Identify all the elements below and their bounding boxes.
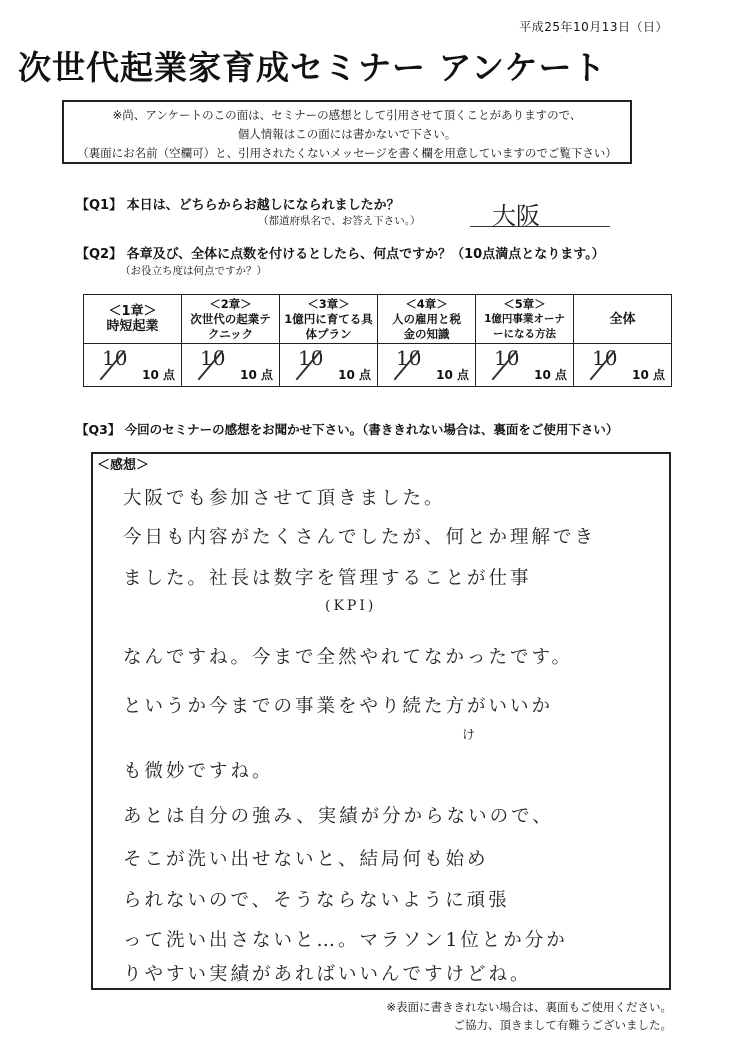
overall-header [574,295,672,344]
comment-line: りやすい実績があればいいんですけどね。 [123,964,532,985]
score-handwritten: 10 [298,346,324,370]
chapter-5-header [476,295,574,344]
notice-line: （裏面にお名前（空欄可）と、引用されたくないメッセージを書く欄を用意していますのでご覧下さい） [77,146,617,160]
score-max: 10 点 [534,368,567,382]
chapter-2-score-cell [182,344,280,387]
chapter-number: ＜5章＞ [503,296,546,311]
score-handwritten: 10 [592,346,618,370]
q2-question: 【Q2】 各章及び、全体に点数を付けるとしたら、何点ですか？（10点満点となります。） [76,247,605,262]
chapter-1-header [84,295,182,344]
chapter-number: ＜1章＞ [108,304,157,319]
score-max: 10 点 [338,368,371,382]
comment-annotation: け [462,728,479,743]
score-table-value-row [84,344,672,387]
comment-line: って洗い出さないと…。マラソン1位とか分か [123,930,568,951]
comment-box-label: ＜感想＞ [97,458,150,473]
chapter-5-score-cell [476,344,574,387]
q2-instruction: （お役立ち度は何点ですか？） [120,265,267,277]
q3-question: 【Q3】 今回のセミナーの感想をお聞かせ下さい。（書ききれない場合は、裏面をご使用下さい） [76,422,619,437]
chapter-2-header [182,295,280,344]
q1-instruction: （都道府県名で、お答え下さい。） [258,215,421,227]
comment-line: というか今までの事業をやり続た方がいいか [123,696,554,717]
chapter-title: 人の雇用と税金の知識 [392,311,461,341]
comment-line: 大阪でも参加させて頂きました。 [123,488,446,509]
score-handwritten: 10 [102,346,128,370]
comment-line: そこが洗い出せないと、結局何も始め [123,849,489,870]
chapter-3-header [280,295,378,344]
page-title: 次世代起業家育成セミナー アンケート [18,48,607,87]
footer-line: ※表面に書ききれない場合は、裏面もご使用ください。 [386,1000,672,1014]
chapter-4-header [378,295,476,344]
chapter-title: 全体 [609,311,636,327]
comment-line: 今日も内容がたくさんでしたが、何とか理解でき [123,527,597,548]
notice-line: 個人情報はこの面には書かないで下さい。 [237,127,457,141]
comment-annotation: (KPI) [325,598,377,614]
privacy-notice [62,100,632,164]
score-max: 10 点 [436,368,469,382]
score-max: 10 点 [142,368,175,382]
notice-line: ※尚、アンケートのこの面は、セミナーの感想として引用させて頂くことがありますので、 [112,108,582,122]
chapter-number: ＜4章＞ [405,296,448,311]
footer-note [386,998,672,1034]
overall-score-cell [574,344,672,387]
chapter-title: 次世代の起業テクニック [190,311,271,341]
comment-line: られないので、そうならないように頑張 [123,890,510,911]
chapter-3-score-cell [280,344,378,387]
chapter-title: 1億円に育てる具体プラン [284,311,373,341]
q1-question: 【Q1】 本日は、どちらからお越しになられましたか？ [76,198,400,213]
comment-line: も微妙ですね。 [123,761,274,782]
comment-line: なんですね。今まで全然やれてなかったです。 [123,647,574,668]
chapter-number: ＜3章＞ [307,296,350,311]
score-handwritten: 10 [396,346,422,370]
q1-answer-handwritten: 大阪 [492,202,540,230]
comment-line: あとは自分の強み、実績が分からないので、 [123,806,554,827]
chapter-number: ＜2章＞ [209,296,252,311]
chapter-title: 時短起業 [106,319,159,334]
comment-line: ました。社長は数字を管理することが仕事 [123,568,532,589]
score-max: 10 点 [240,368,273,382]
score-max: 10 点 [632,368,665,382]
survey-date: 平成25年10月13日（日） [519,20,668,34]
footer-line: ご協力、頂きまして有難うございました。 [453,1018,672,1032]
chapter-4-score-cell [378,344,476,387]
score-handwritten: 10 [494,346,520,370]
score-table-header-row [84,295,672,344]
chapter-title: 1億円事業オーナーになる方法 [484,312,565,340]
score-handwritten: 10 [200,346,226,370]
score-table [83,294,672,387]
q1-answer-line [470,226,610,227]
chapter-1-score-cell [84,344,182,387]
